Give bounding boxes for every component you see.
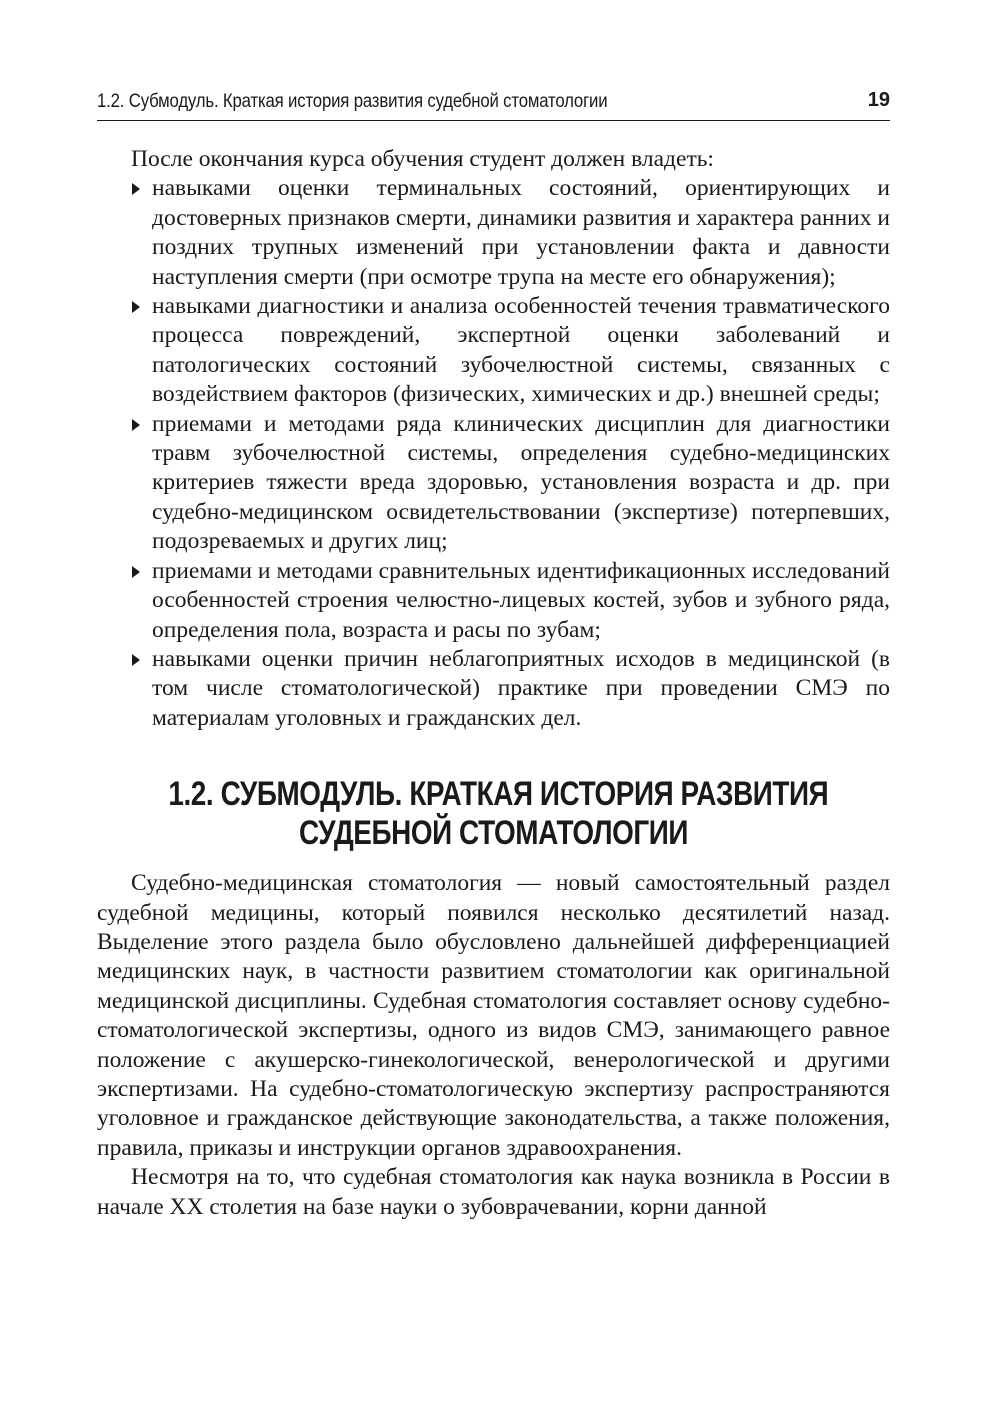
body-paragraph: Несмотря на то, что судебная стоматология как наука возникла в России в начале XX столетия на базе науки о зубоврачевании, корни данной	[97, 1164, 890, 1220]
list-item-text: навыками оценки причин неблагоприятных исходов в медицинской (в том числе стоматологической) практике при проведении СМЭ по материалам уголовных и гражданских дел.	[152, 645, 890, 731]
list-item-text: навыками оценки терминальных состояний, ориентирующих и достоверных признаков смерти, динамики развития и характера ранних и поздних трупных изменений при установлении факта и давности наступления смерти (при осмотре трупа на месте его обнаружения);	[152, 175, 890, 290]
page-number: 19	[867, 89, 890, 111]
triangle-bullet-icon	[132, 419, 140, 431]
running-header	[97, 86, 890, 121]
triangle-bullet-icon	[132, 566, 140, 578]
list-item-text: приемами и методами сравнительных идентификационных исследований особенностей строения челюстно-лицевых костей, зубов и зубного ряда, определения пола, возраста и расы по зубам;	[152, 557, 890, 643]
body-paragraph: Судебно-медицинская стоматология — новый самостоятельный раздел судебной медицины, который появился несколько десятилетий назад. Выделение этого раздела было обусловлено дальнейшей дифференциацией медицинских наук, в частности развитием стоматологии как оригинальной медицинской дисциплины. Судебная стоматология составляет основу судебно-стоматологической экспертизы, одного из видов СМЭ, занимающего равное положение с акушерско-гинекологической, венерологической и другими экспертизами. На судебно-стоматологическую экспертизу распространяются уголовное и гражданское действующие законодательства, а также положения, правила, приказы и инструкции органов здравоохранения.	[97, 870, 890, 1161]
running-title: 1.2. Субмодуль. Краткая история развития судебной стоматологии	[97, 90, 608, 112]
list-item-text: навыками диагностики и анализа особенностей течения травматического процесса повреждений, экспертной оценки заболеваний и патологических состояний зубочелюстной системы, связанных с воздействием факторов (физических, химических и др.) внешней среды;	[152, 293, 890, 408]
intro-paragraph: После окончания курса обучения студент должен владеть:	[131, 146, 714, 172]
list-item	[97, 174, 890, 292]
skills-list	[97, 174, 890, 733]
section-heading-line-2: СУДЕБНОЙ СТОМАТОЛОГИИ	[298, 814, 689, 853]
list-item-text: приемами и методами ряда клинических дисциплин для диагностики травм зубочелюстной системы, определения судебно-медицинских критериев тяжести вреда здоровью, установления возраста и др. при судебно-медицинском освидетельствовании (экспертизе) потерпевших, подозреваемых и других лиц;	[152, 410, 890, 555]
triangle-bullet-icon	[132, 183, 140, 195]
page-content	[97, 145, 890, 1222]
triangle-bullet-icon	[132, 654, 140, 666]
triangle-bullet-icon	[132, 301, 140, 313]
list-item	[97, 557, 890, 645]
list-item	[97, 645, 890, 733]
list-item	[97, 410, 890, 557]
list-item	[97, 292, 890, 410]
section-heading-line-1: 1.2. СУБМОДУЛЬ. КРАТКАЯ ИСТОРИЯ РАЗВИТИЯ	[168, 775, 829, 814]
section-heading	[97, 775, 890, 853]
